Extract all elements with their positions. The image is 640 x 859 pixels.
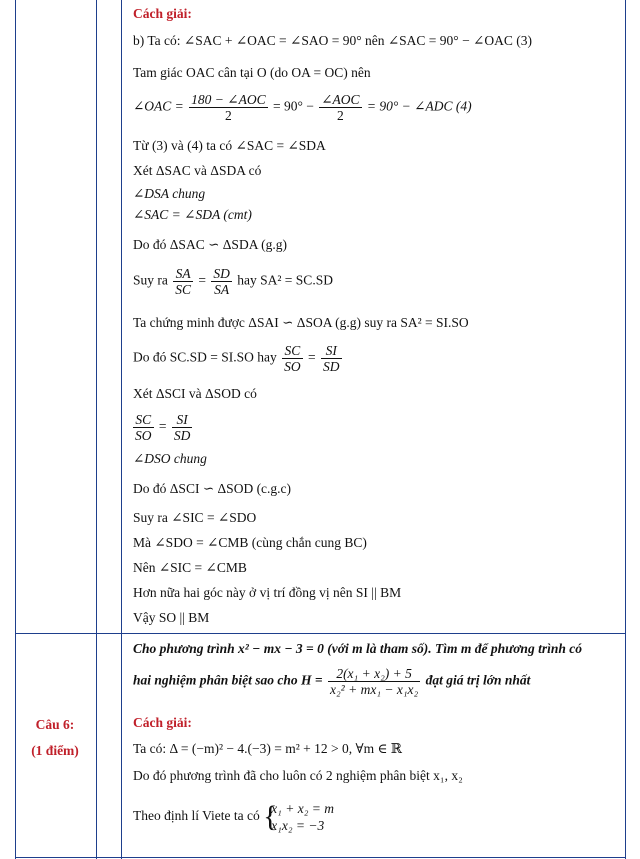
system-equation: x₁ + x₂ = m [271,801,334,816]
equation-line [133,266,333,297]
numerator: 180 − ∠AOC [191,92,266,107]
question-equation [133,666,530,697]
fraction [211,266,232,297]
fraction [172,412,193,443]
text: ∠OAC = [133,98,184,114]
text-line: Vậy SO || BM [133,610,210,625]
text-line: Ta chứng minh được ΔSAI ∽ ΔSOA (g.g) suy ra SA² = SI.SO [133,315,469,330]
numerator: 2(x₁ + x₂) + 5 [328,666,420,682]
text-line: ∠DSO chung [133,451,207,466]
text-line: Suy ra ∠SIC = ∠SDO [133,510,257,525]
text: = 90° − ∠ADC (4) [366,98,472,114]
fraction [189,92,267,123]
text: = 90° − [272,98,314,114]
text: = [308,349,316,365]
brace-icon: { [263,800,278,833]
text-line: Nên ∠SIC = ∠CMB [133,560,247,575]
text: đạt giá trị lớn nhất [425,672,531,688]
right-border [625,0,626,859]
solution-heading: Cách giải: [133,715,192,730]
text-line: Từ (3) và (4) ta có ∠SAC = ∠SDA [133,138,326,153]
equation-line [133,343,344,374]
row-bottom [15,857,626,858]
text-line: Do đó phương trình đã cho luôn có 2 nghiệm phân biệt x₁, x₂ [133,768,463,783]
fraction [133,412,154,443]
denominator: SO [135,428,152,443]
denominator: SA [214,282,230,297]
equation-line [133,92,472,123]
numerator: SD [213,266,230,281]
text-line: Do đó ΔSCI ∽ ΔSOD (c.g.c) [133,481,292,496]
fraction [328,666,420,697]
text: Theo định lí Viete ta có [133,808,260,824]
numerator: SC [282,343,303,359]
numerator: SI [172,412,193,428]
numerator: SA [173,266,193,282]
text-line: Ta có: Δ = (−m)² − 4.(−3) = m² + 12 > 0, ∀m ∈ ℝ [133,741,403,756]
text-line: ∠SAC = ∠SDA (cmt) [133,207,252,222]
numerator: ∠AOC [321,92,360,107]
denominator: x₂² + mx₁ − x₁x₂ [329,682,419,697]
text-line: Xét ΔSCI và ΔSOD có [133,386,257,401]
points-label: (1 điểm) [31,743,79,758]
fraction [321,343,342,374]
text: = [158,418,167,434]
denominator: 2 [225,108,232,123]
fraction [173,266,193,297]
text: Do đó SC.SD = SI.SO hay [133,349,277,365]
equation-line [133,800,334,834]
denominator: SC [175,282,192,297]
question-label: Câu 6: [35,717,75,732]
text-line: Tam giác OAC cân tại O (do OA = OC) nên [133,65,371,80]
question-text: Cho phương trình x² − mx − 3 = 0 (với m là tham số). Tìm m để phương trình có [133,641,582,656]
fraction [319,92,361,123]
denominator: SD [323,359,340,374]
text-line: Mà ∠SDO = ∠CMB (cùng chắn cung BC) [133,535,367,550]
text-line: Do đó ΔSAC ∽ ΔSDA (g.g) [133,237,287,252]
text: = [198,272,207,288]
equation-system [263,800,334,834]
text-line: ∠DSA chung [133,186,206,201]
denominator: SD [173,428,191,443]
text: hai nghiệm phân biệt sao cho H = [133,672,323,688]
text-line: Hơn nữa hai góc này ở vị trí đồng vị nên SI || BM [133,585,402,600]
mid-column [96,0,122,859]
fraction [282,343,303,374]
denominator: 2 [337,108,344,123]
text: Suy ra [133,272,168,288]
row-separator [15,633,626,634]
equation-line [133,412,194,443]
text: hay SA² = SC.SD [237,272,333,288]
text-line: b) Ta có: ∠SAC + ∠OAC = ∠SAO = 90° nên ∠SAC = 90° − ∠OAC (3) [133,33,532,48]
denominator: SO [284,359,301,374]
solution-heading: Cách giải: [133,6,192,21]
numerator: SC [133,412,154,428]
text-line: Xét ΔSAC và ΔSDA có [133,163,262,178]
system-equation: x₁x₂ = −3 [271,818,325,833]
numerator: SI [321,343,342,359]
